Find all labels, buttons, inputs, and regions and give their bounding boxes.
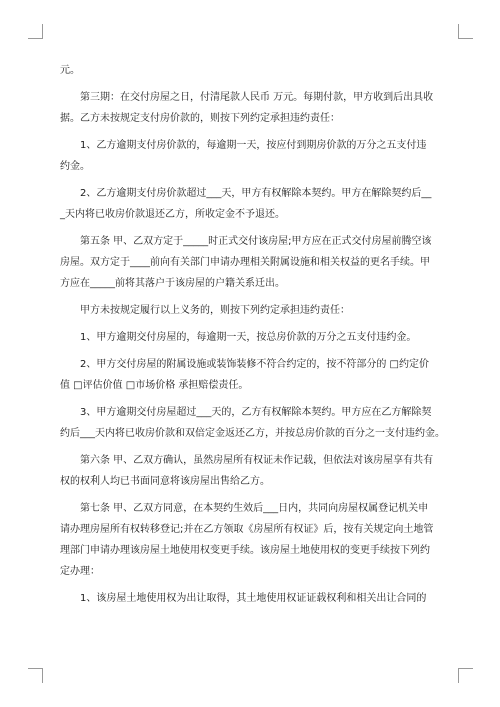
crop-mark-bottom-right (458, 668, 473, 683)
text-line: 方应在_____前将其落户于该房屋的户籍关系迁出。 (60, 278, 285, 289)
text-line: 甲方未按规定履行以上义务的，则按下列约定承担违约责任： (80, 305, 350, 316)
crop-mark-top-left (28, 24, 43, 39)
crop-mark-top-right (458, 24, 473, 39)
text-line: 1、该房屋土地使用权为出让取得，其土地使用权证证载权利和相关出让合同的 (80, 593, 427, 604)
text-line: _天内将已收房价款退还乙方，所收定金不予退还。 (60, 209, 285, 220)
text-line: 第五条 甲、乙双方定于_____时正式交付该房屋;甲方应在正式交付房屋前腾空该 (80, 236, 432, 247)
text-line: 约金。 (60, 161, 90, 172)
text-line: 1、甲方逾期交付房屋的，每逾期一天，按总房价款的万分之五支付违约金。 (80, 332, 417, 343)
text-line: 第七条 甲、乙双方同意，在本契约生效后___日内，共同向房屋权属登记机关申 (80, 503, 429, 514)
text-line: 约后___天内将已收房价款和双倍定金返还乙方，并按总房价款的百分之一支付违约金。 (60, 428, 445, 439)
text-line: 请办理房屋所有权转移登记;并在乙方领取《房屋所有权证》后，按有关规定向土地管 (60, 524, 434, 535)
text-line: 权的权利人均已书面同意将该房屋出售给乙方。 (60, 476, 270, 487)
text-line: 2、甲方交付房屋的附属设施或装饰装修不符合约定的，按不符部分的 □约定价 (80, 359, 429, 370)
text-line: 值 □评估价值 □市场价格 承担赔偿责任。 (60, 380, 249, 391)
text-line: 理部门申请办理该房屋土地使用权变更手续。该房屋土地使用权的变更手续按下列约 (60, 545, 430, 556)
text-line: 3、甲方逾期交付房屋超过___天的，乙方有权解除本契约。甲方应在乙方解除契 (80, 407, 432, 418)
text-line: 1、乙方逾期支付房价款的，每逾期一天，按应付到期房价款的万分之五支付违 (80, 140, 427, 151)
document-body (60, 60, 450, 609)
text-line: 据。乙方未按规定支付房价款的，则按下列约定承担违约责任： (60, 113, 340, 124)
text-line: 元。 (60, 65, 80, 76)
text-line: 定办理： (60, 566, 100, 577)
text-line: 第六条 甲、乙双方确认，虽然房屋所有权证未作记载，但依法对该房屋享有共有 (80, 455, 434, 466)
text-line: 2、乙方逾期支付房价款超过___天，甲方有权解除本契约。甲方在解除契约后__ (80, 188, 432, 199)
text-line: 第三期：在交付房屋之日，付清尾款人民币 万元。每期付款，甲方收到后出具收 (80, 92, 434, 103)
crop-mark-bottom-left (28, 668, 43, 683)
text-line: 房屋。双方定于____前向有关部门申请办理相关附属设施和相关权益的更名手续。甲 (60, 257, 430, 268)
